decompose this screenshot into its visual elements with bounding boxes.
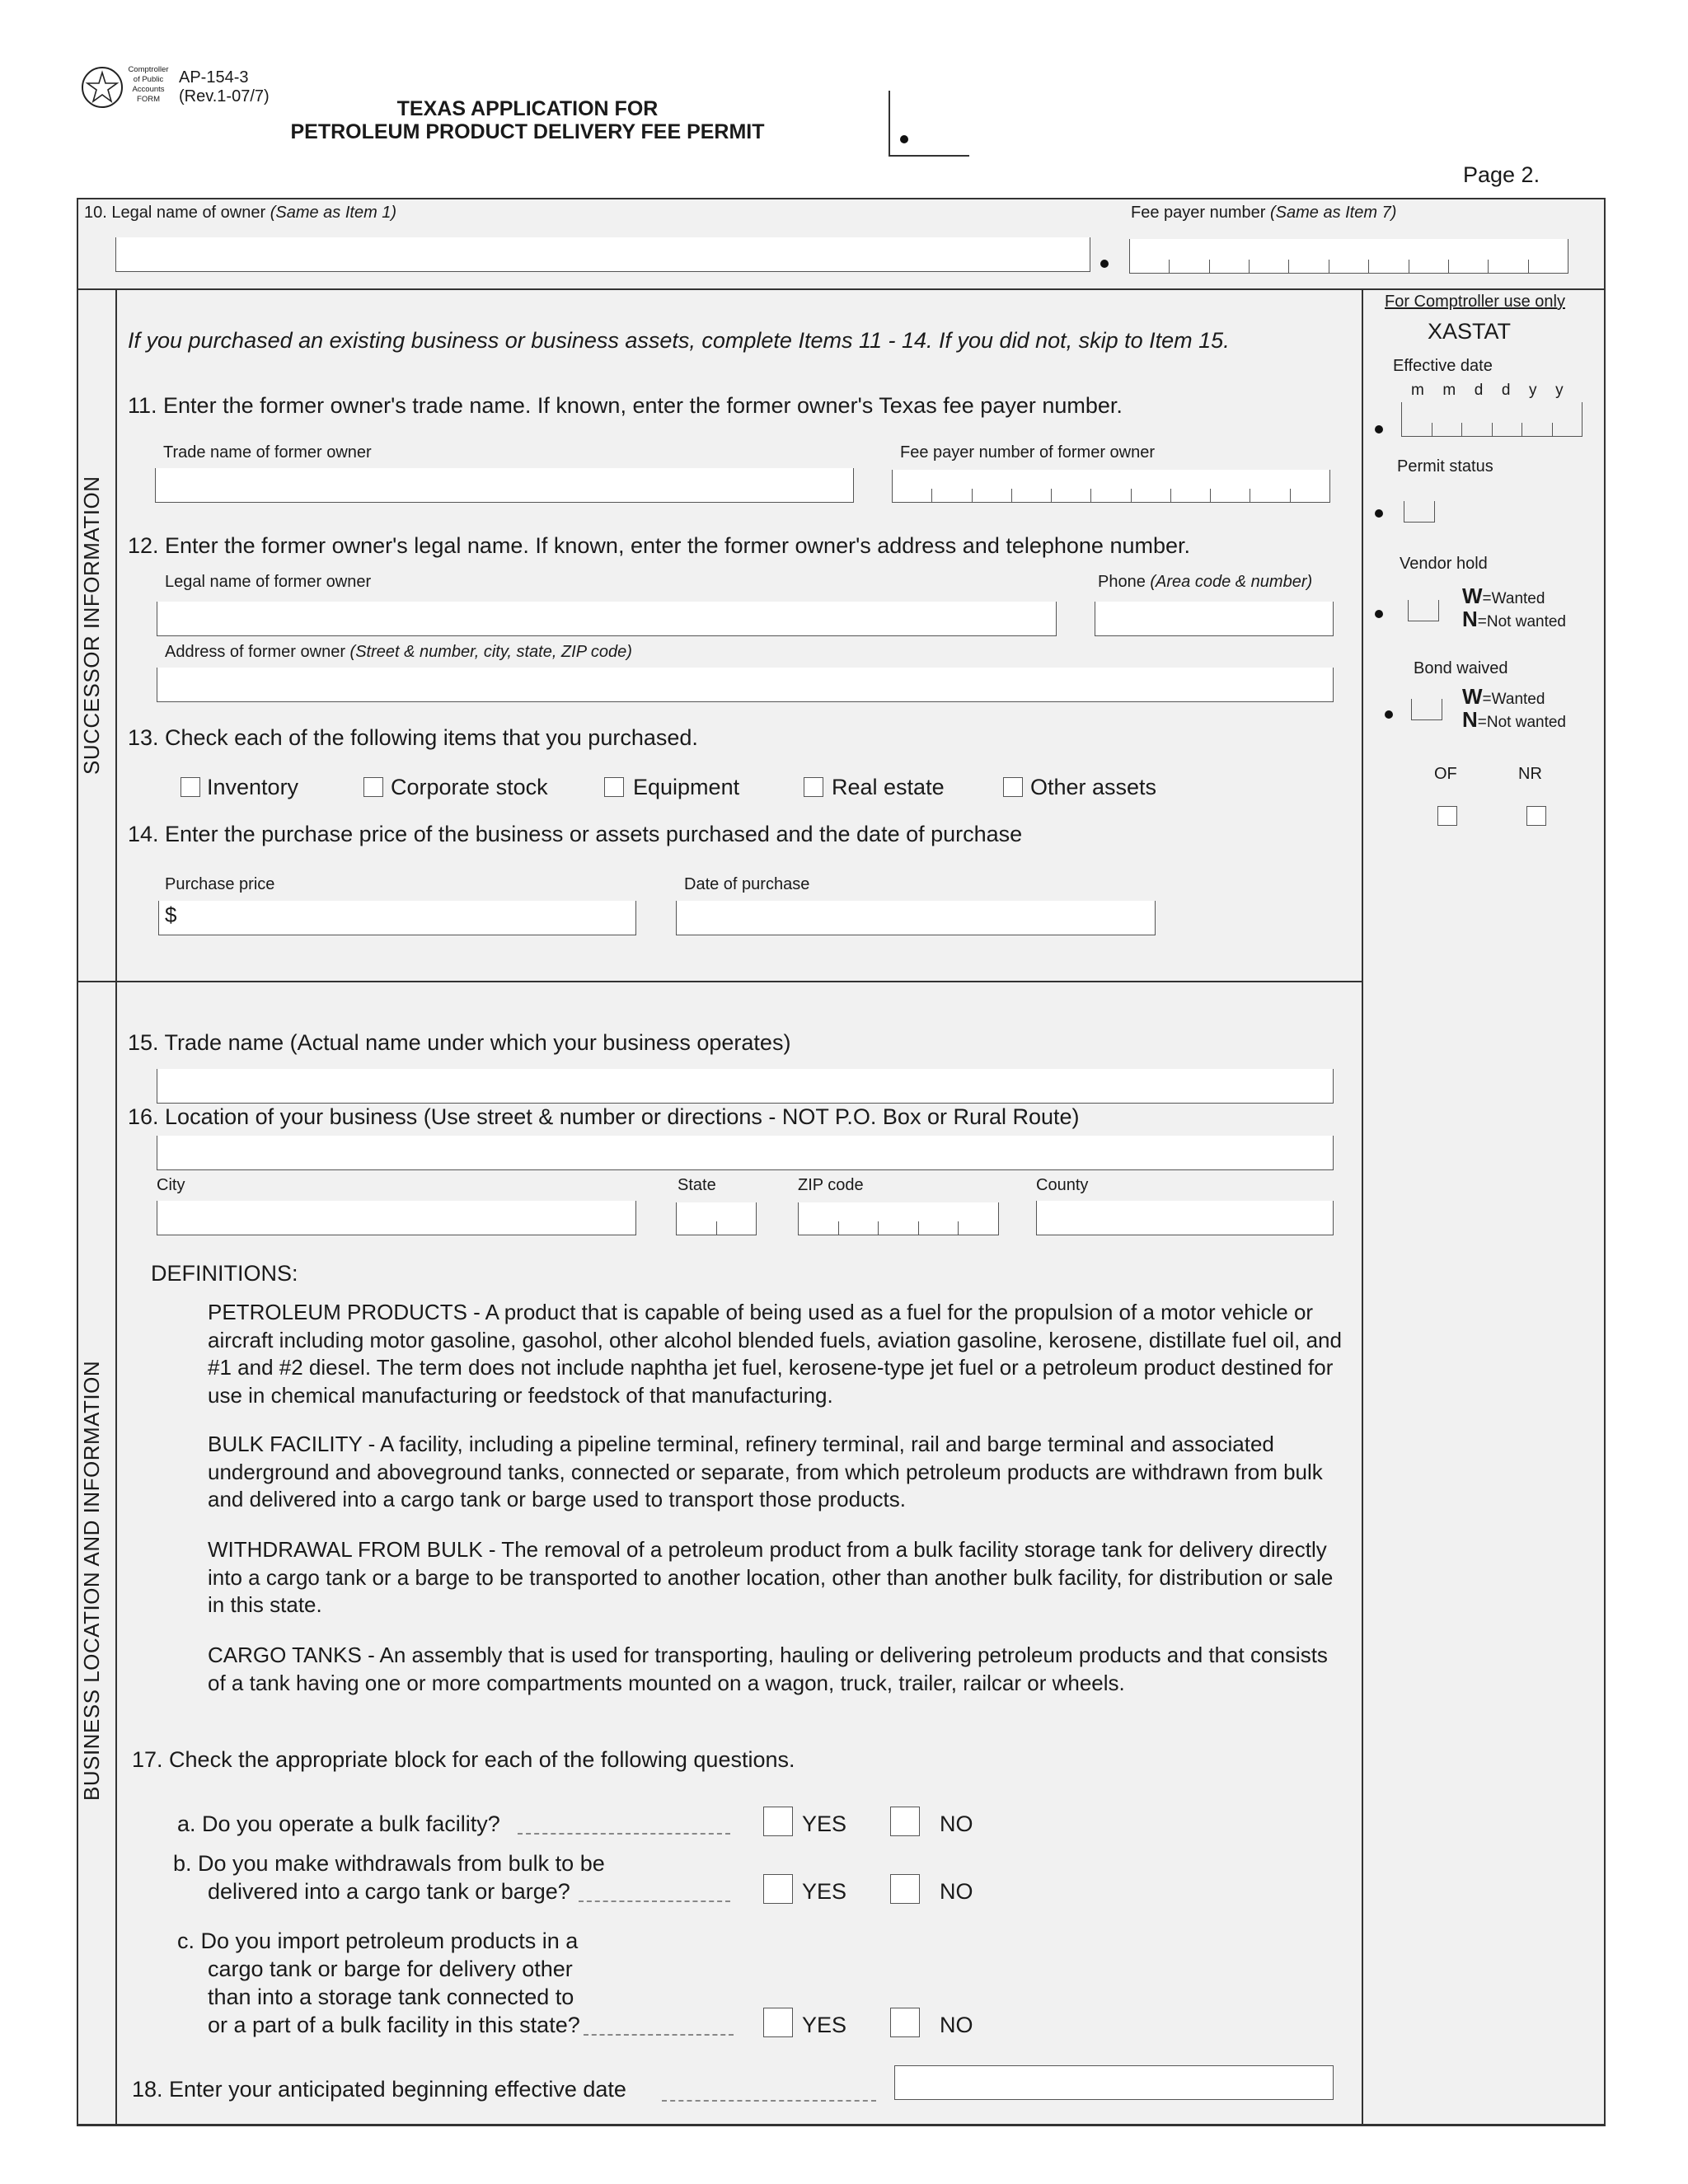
- xastat-label: XASTAT: [1428, 319, 1512, 344]
- legal-name-of-owner-input[interactable]: [115, 237, 1090, 272]
- item17b-no-label: NO: [940, 1879, 973, 1904]
- anticipated-effective-date-input[interactable]: [894, 2065, 1334, 2100]
- item17a-leader: [518, 1833, 730, 1835]
- item17c-leader: [584, 2034, 734, 2036]
- item12-legal-label: Legal name of former owner: [165, 573, 372, 591]
- item17c-no-checkbox[interactable]: [890, 2008, 920, 2037]
- header-dot: [900, 135, 908, 143]
- item10-label: 10. Legal name of owner (Same as Item 1): [84, 204, 397, 222]
- vendor-hold-label: Vendor hold: [1400, 555, 1488, 573]
- state-label: State: [678, 1176, 716, 1194]
- effective-date-dot: [1375, 425, 1383, 434]
- item17b-question-line2: delivered into a cargo tank or barge?: [208, 1879, 570, 1904]
- item17a-yes-label: YES: [802, 1811, 847, 1836]
- item11-question: 11. Enter the former owner's trade name. If known, enter the former owner's Texas fee payer number.: [128, 393, 1123, 418]
- side-label-business: BUSINESS LOCATION AND INFORMATION: [79, 1360, 104, 1801]
- item17a-question: a. Do you operate a bulk facility?: [177, 1811, 500, 1836]
- equipment-checkbox[interactable]: [604, 777, 624, 797]
- form-title-line1: TEXAS APPLICATION FOR: [396, 97, 659, 120]
- former-owner-legal-name-input[interactable]: [157, 602, 1057, 636]
- dollar-sign: $: [165, 902, 177, 927]
- comptroller-seal: [81, 66, 124, 109]
- other-assets-checkbox[interactable]: [1003, 777, 1023, 797]
- item10-fee-label: Fee payer number (Same as Item 7): [1131, 204, 1397, 222]
- item10-dot: [1100, 260, 1109, 268]
- item17b-question-line1: b. Do you make withdrawals from bulk to be: [173, 1851, 605, 1876]
- item14-question: 14. Enter the purchase price of the business or assets purchased and the date of purchase: [128, 822, 1023, 846]
- item18-question: 18. Enter your anticipated beginning effective date: [132, 2077, 626, 2102]
- item10-divider: [77, 288, 1606, 290]
- nr-checkbox[interactable]: [1526, 806, 1546, 826]
- trade-name-input[interactable]: [157, 1069, 1334, 1104]
- bond-waived-label: Bond waived: [1414, 659, 1508, 677]
- item17c-question-line2: cargo tank or barge for delivery other: [208, 1957, 573, 1981]
- former-owner-fee-payer-input[interactable]: [892, 470, 1330, 503]
- effective-date-label: Effective date: [1393, 357, 1493, 375]
- comptroller-column-divider: [1362, 288, 1363, 2126]
- side-label-successor: SUCCESSOR INFORMATION: [79, 476, 104, 775]
- item17b-yes-checkbox[interactable]: [763, 1874, 793, 1904]
- equipment-label: Equipment: [633, 775, 740, 799]
- inventory-label: Inventory: [207, 775, 299, 799]
- item11-trade-label: Trade name of former owner: [163, 443, 372, 462]
- item17c-question-line3: than into a storage tank connected to: [208, 1985, 574, 2009]
- form-title-line2: PETROLEUM PRODUCT DELIVERY FEE PERMIT: [290, 120, 765, 143]
- comptroller-label: Comptroller of Public Accounts FORM: [128, 65, 169, 104]
- vendor-hold-dot: [1375, 610, 1383, 618]
- item17-question: 17. Check the appropriate block for each of the following questions.: [132, 1747, 795, 1772]
- frame-bottom-inner: [77, 2124, 1606, 2125]
- city-input[interactable]: [157, 1201, 636, 1235]
- effective-date-letters: m m d d y y: [1411, 382, 1564, 399]
- purchase-price-input[interactable]: [158, 901, 636, 935]
- header-bracket-horizontal: [889, 155, 969, 157]
- item17a-no-label: NO: [940, 1811, 973, 1836]
- former-owner-address-input[interactable]: [157, 668, 1334, 702]
- successor-intro: If you purchased an existing business or business assets, complete Items 11 - 14. If you did not, skip to Item 15.: [128, 328, 1230, 353]
- owner-fee-payer-number-input[interactable]: [1129, 239, 1568, 274]
- definition-withdrawal-from-bulk: WITHDRAWAL FROM BULK - The removal of a petroleum product from a bulk facility storage tank for delivery directly into a cargo tank or a barge to be transported to another location, other than another bulk facility, for distribution or sale in this state.: [208, 1537, 1334, 1617]
- nr-label: NR: [1518, 765, 1542, 783]
- real-estate-label: Real estate: [832, 775, 945, 799]
- definition-bulk-facility: BULK FACILITY - A facility, including a pipeline terminal, refinery terminal, rail and barge terminal and associated underground and aboveground tanks, connected or separate, from which petroleum products are withdrawn from bulk and delivered into a cargo tank or barge used to transport those products.: [208, 1432, 1323, 1511]
- section-divider: [77, 981, 1362, 982]
- permit-status-label: Permit status: [1397, 457, 1493, 476]
- item17a-yes-checkbox[interactable]: [763, 1807, 793, 1836]
- item17c-yes-label: YES: [802, 2013, 847, 2037]
- definitions-title: DEFINITIONS:: [151, 1261, 298, 1286]
- purchase-price-label: Purchase price: [165, 875, 275, 893]
- definition-petroleum-products: PETROLEUM PRODUCTS - A product that is capable of being used as a fuel for the propulsion of a motor vehicle or aircraft including motor gasoline, gasohol, other alcohol blended fuels, aviation gasoline, kerosene, distillate fuel oil, and #1 and #2 diesel. The term does not include naphtha jet fuel, kerosene-type jet fuel or a petroleum product destined for use in chemical manufacturing or feedstock of that manufacturing.: [208, 1300, 1342, 1408]
- item17b-yes-label: YES: [802, 1879, 847, 1904]
- form-revision: (Rev.1-07/7): [179, 87, 270, 105]
- header-bracket-vertical: [889, 91, 890, 157]
- item17c-question-line1: c. Do you import petroleum products in a: [177, 1929, 579, 1953]
- item17c-question-line4: or a part of a bulk facility in this state?: [208, 2013, 580, 2037]
- inventory-checkbox[interactable]: [181, 777, 200, 797]
- bond-waived-input[interactable]: [1411, 699, 1442, 720]
- zip-code-input[interactable]: [798, 1202, 999, 1235]
- star-seal-icon: [81, 66, 124, 109]
- bond-waived-legend: W=Wanted N=Not wanted: [1462, 684, 1566, 732]
- former-owner-trade-name-input[interactable]: [155, 468, 854, 503]
- item17a-no-checkbox[interactable]: [890, 1807, 920, 1836]
- other-assets-label: Other assets: [1030, 775, 1157, 799]
- business-location-input[interactable]: [157, 1136, 1334, 1170]
- item18-leader: [662, 2100, 876, 2102]
- item12-phone-label: Phone (Area code & number): [1098, 573, 1313, 591]
- state-input[interactable]: [676, 1202, 757, 1235]
- item12-address-label: Address of former owner (Street & number, city, state, ZIP code): [165, 643, 632, 661]
- item17c-no-label: NO: [940, 2013, 973, 2037]
- county-input[interactable]: [1036, 1201, 1334, 1235]
- vendor-hold-input[interactable]: [1408, 600, 1439, 621]
- item13-question: 13. Check each of the following items that you purchased.: [128, 725, 698, 750]
- date-of-purchase-label: Date of purchase: [684, 875, 810, 893]
- of-label: OF: [1434, 765, 1457, 783]
- corporate-stock-label: Corporate stock: [391, 775, 548, 799]
- zip-label: ZIP code: [798, 1176, 864, 1194]
- item17b-no-checkbox[interactable]: [890, 1874, 920, 1904]
- item16-question: 16. Location of your business (Use street & number or directions - NOT P.O. Box or Rural Route): [128, 1104, 1080, 1129]
- city-label: City: [157, 1176, 185, 1194]
- definition-cargo-tanks: CARGO TANKS - An assembly that is used for transporting, hauling or delivering petroleum products and that consists of a tank having one or more compartments mounted on a wagon, truck, trailer, railcar or wheels.: [208, 1643, 1328, 1695]
- permit-status-dot: [1375, 509, 1383, 518]
- effective-date-input[interactable]: [1401, 402, 1582, 437]
- date-of-purchase-input[interactable]: [676, 901, 1156, 935]
- former-owner-phone-input[interactable]: [1095, 602, 1334, 636]
- bond-waived-dot: [1385, 710, 1393, 719]
- vendor-hold-legend: W=Wanted N=Not wanted: [1462, 583, 1566, 631]
- item17c-yes-checkbox[interactable]: [763, 2008, 793, 2037]
- corporate-stock-checkbox[interactable]: [363, 777, 383, 797]
- item12-question: 12. Enter the former owner's legal name. If known, enter the former owner's address and telephone number.: [128, 533, 1191, 558]
- page-number: Page 2.: [1463, 162, 1540, 187]
- real-estate-checkbox[interactable]: [804, 777, 823, 797]
- form-number: AP-154-3: [179, 68, 249, 87]
- of-checkbox[interactable]: [1437, 806, 1457, 826]
- permit-status-input[interactable]: [1404, 501, 1435, 523]
- item17b-leader: [579, 1900, 730, 1902]
- comptroller-use-title: For Comptroller use only: [1385, 293, 1565, 311]
- county-label: County: [1036, 1176, 1089, 1194]
- item11-fee-label: Fee payer number of former owner: [900, 443, 1156, 462]
- item15-question: 15. Trade name (Actual name under which your business operates): [128, 1030, 791, 1055]
- sidebar-divider: [115, 288, 117, 2126]
